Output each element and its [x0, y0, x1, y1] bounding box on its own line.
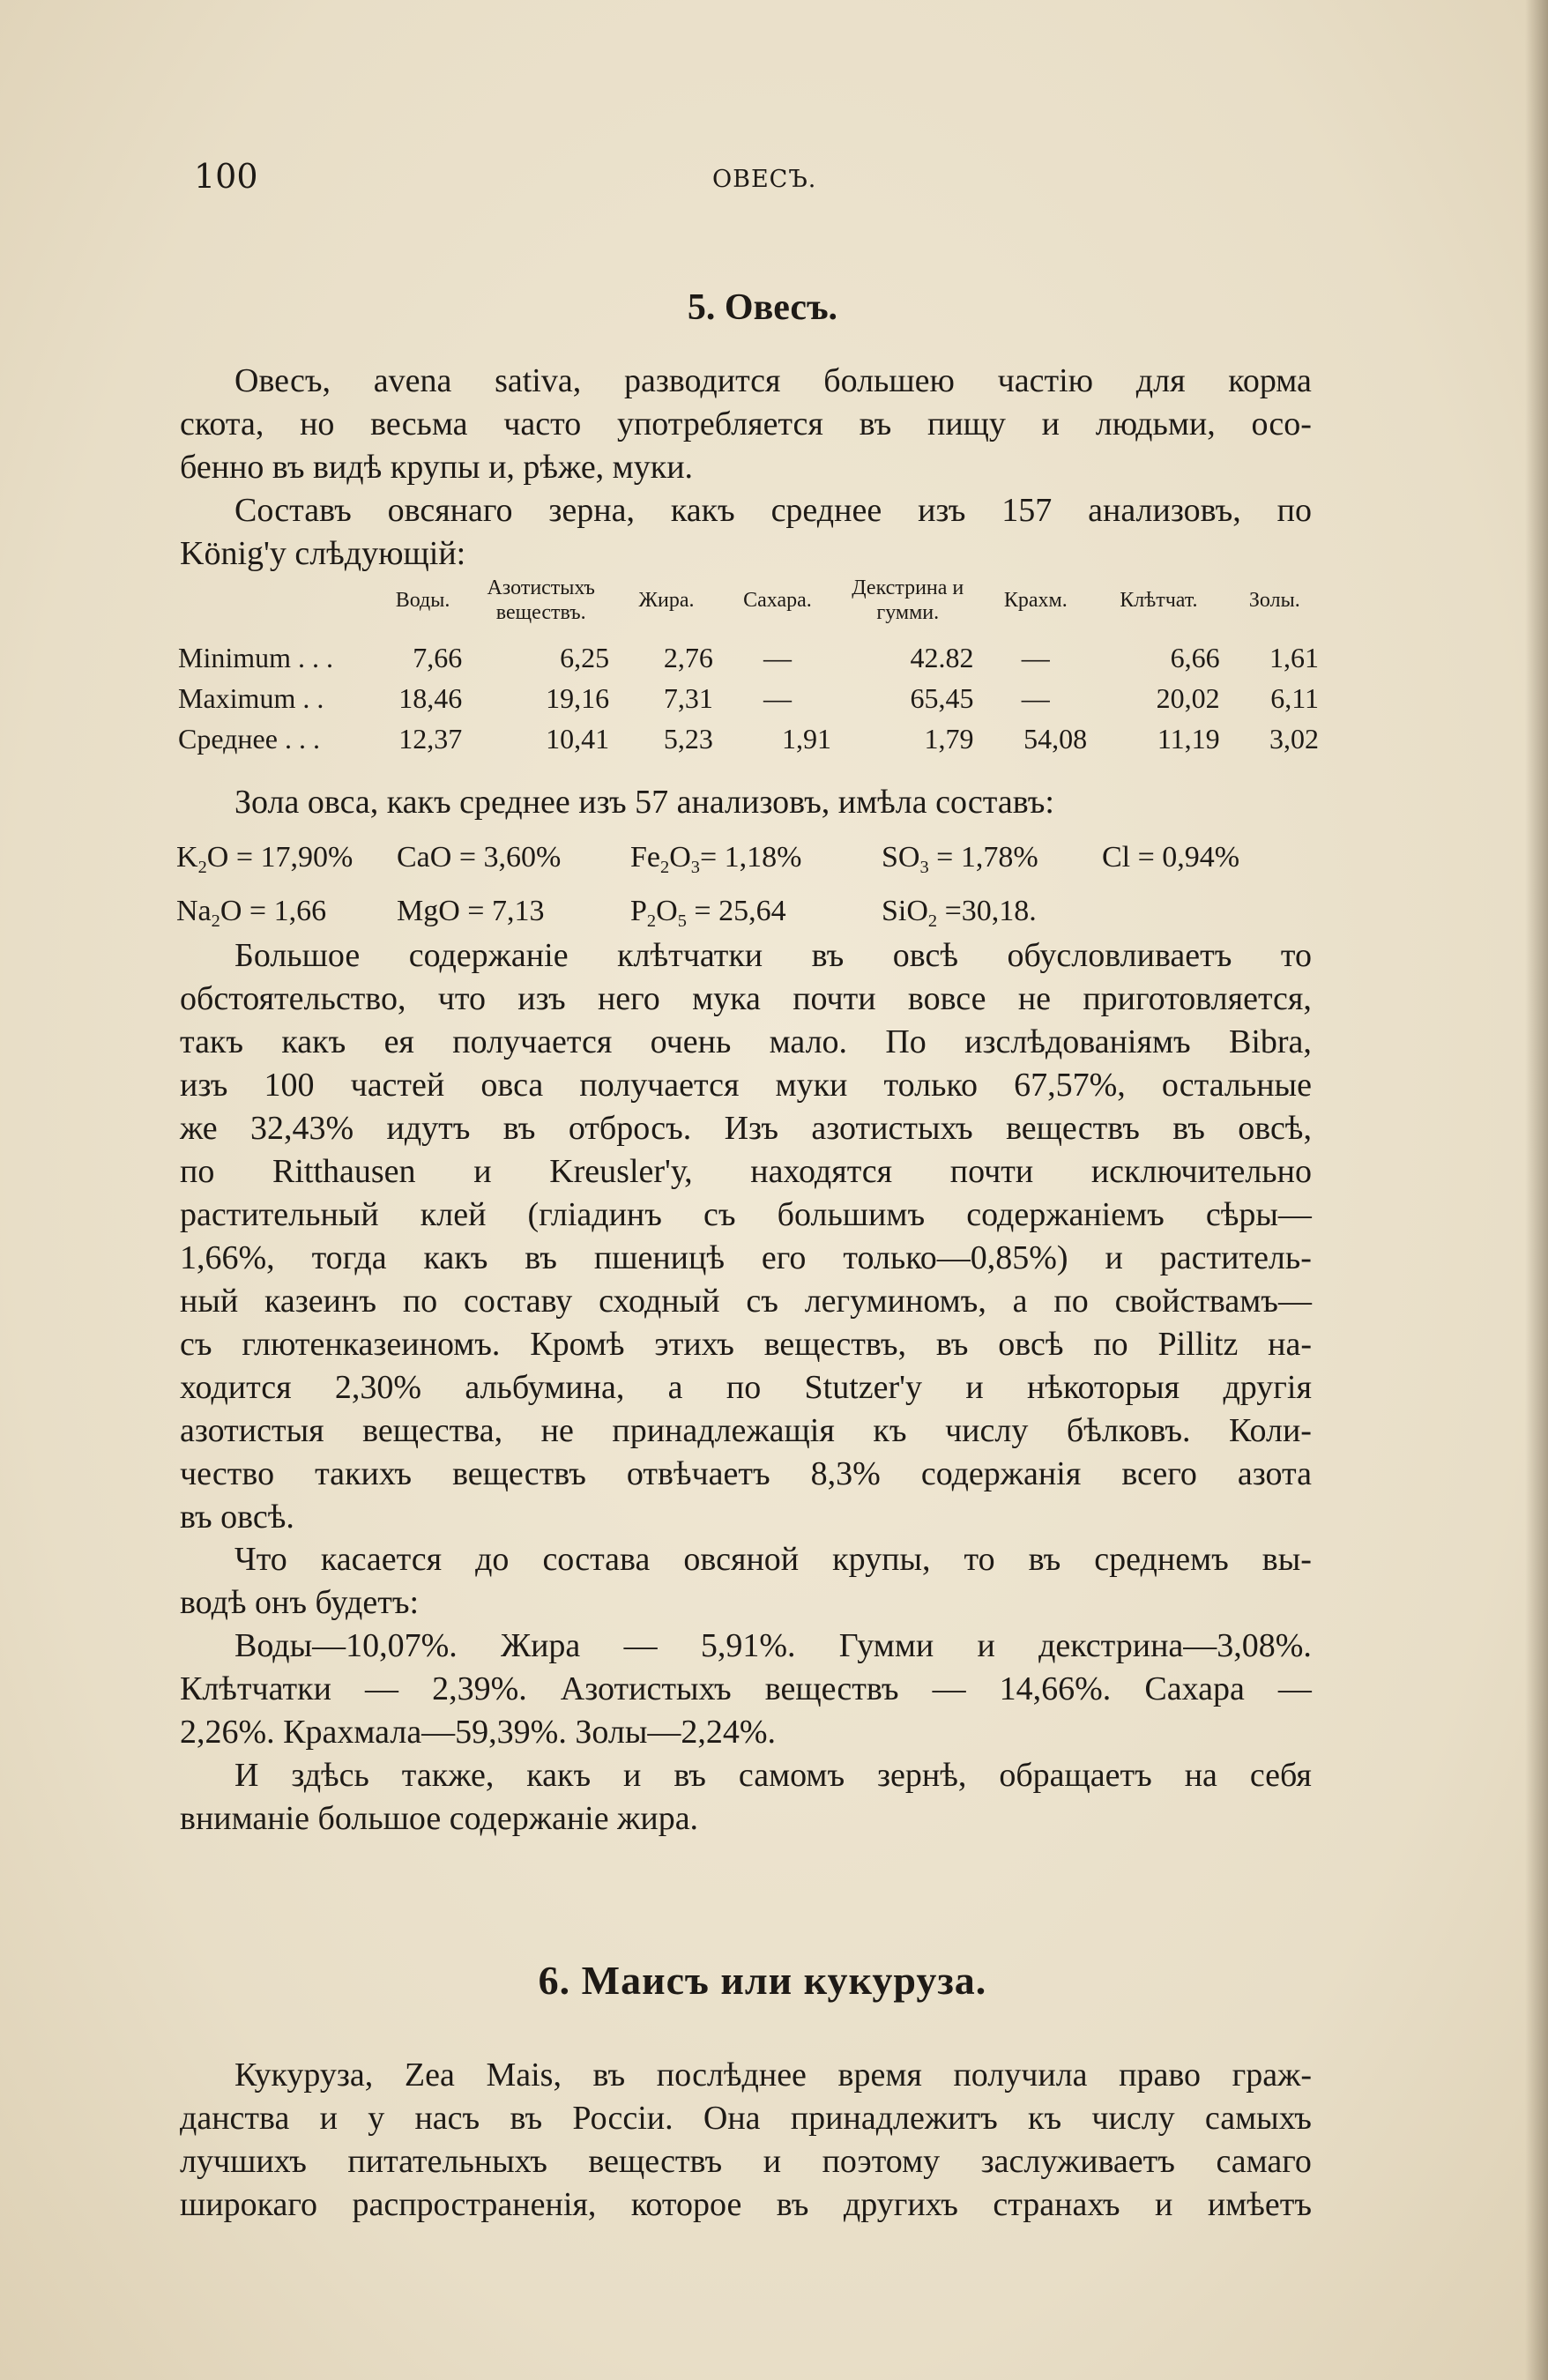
ash-item-cao: CaO = 3,60%	[397, 841, 562, 874]
table-cell: 1,79	[924, 723, 974, 755]
table-header-cell: Декстрина и гумми.	[852, 576, 964, 624]
table-cell: 2,76	[663, 642, 713, 673]
text-line: съ глютенказеиномъ. Кромѣ этихъ веществъ, въ овсѣ по Pillitz на-	[180, 1326, 1312, 1363]
text-line: Зола овса, какъ среднее изъ 57 анализовъ, имѣла составъ:	[234, 784, 1054, 821]
table-header-row	[178, 576, 1324, 637]
table-cell: 7,31	[663, 682, 713, 714]
section-heading-maize: 6. Маисъ или кукуруза.	[538, 1958, 987, 2003]
table-header-cell	[178, 576, 378, 637]
table-cell: 1,61	[1269, 642, 1319, 673]
table-header-cell: Золы.	[1248, 589, 1300, 612]
table-cell: 12,37	[398, 723, 463, 755]
table-cell: 6,11	[1270, 682, 1319, 714]
table-cell: —	[1021, 642, 1050, 673]
page-number: 100	[194, 157, 258, 196]
composition-table	[178, 576, 1324, 759]
table-cell: 20,02	[1156, 682, 1220, 714]
groats-values	[180, 1668, 1312, 1754]
ash-item-sio2: SiO$_2$ =30,18.	[882, 895, 1037, 932]
running-head	[194, 157, 1340, 210]
groats-values-first	[234, 1625, 1312, 1668]
text-line: ный казеинъ по составу сходный съ легуминомъ, а по свойствамъ—	[180, 1283, 1312, 1320]
running-title: ОВЕСЪ.	[712, 166, 817, 193]
ash-row	[176, 836, 1314, 889]
table-cell: 10,41	[546, 723, 610, 755]
text-line: изъ 100 частей овса получается муки только 67,57%, остальные	[180, 1067, 1312, 1104]
text-line: же 32,43% идутъ въ отбросъ. Изъ азотистыхъ веществъ въ овсѣ,	[180, 1110, 1312, 1147]
table-header-cell: Жира.	[638, 589, 695, 612]
text-line: 1,66%, тогда какъ въ пшеницѣ его только—0,85%) и раститель-	[180, 1239, 1312, 1276]
table-cell: 19,16	[546, 682, 610, 714]
row-label: Minimum . . .	[178, 642, 334, 673]
text-line: Воды—10,07%. Жира — 5,91%. Гумми и декстрина—3,08%.	[234, 1627, 1312, 1664]
table-cell: 18,46	[398, 682, 463, 714]
table-cell: 11,19	[1157, 723, 1220, 755]
ash-item-mgo: MgO = 7,13	[397, 895, 545, 928]
composition-paragraph-cont	[180, 532, 1312, 576]
fiber-paragraph	[180, 978, 1312, 1539]
ash-item-na2o: $Na_2O = 1,66$	[176, 895, 327, 932]
text-line: такъ какъ ея получается очень мало. По изслѣдованіямъ Bibra,	[180, 1023, 1312, 1060]
text-line: И здѣсь также, какъ и въ самомъ зернѣ, обращаетъ на себя	[234, 1757, 1312, 1794]
table-cell: 6,66	[1170, 642, 1220, 673]
page-edge-shadow	[1525, 0, 1548, 2380]
text-line: лучшихъ питательныхъ веществъ и поэтому заслуживаетъ самаго	[180, 2143, 1312, 2180]
row-label: Maximum . .	[178, 682, 324, 714]
text-line: азотистыя вещества, не принадлежащія къ числу бѣлковъ. Коли-	[180, 1412, 1312, 1449]
table-header-cell: Сахара.	[743, 589, 812, 612]
ash-item-fe2o3: $Fe_2O_3= 1,18\%$	[630, 841, 802, 878]
table-cell: 7,66	[413, 642, 463, 673]
text-line: Составъ овсянаго зерна, какъ среднее изъ 157 анализовъ, по	[234, 492, 1312, 529]
text-line: Большое содержаніе клѣтчатки въ овсѣ обусловливаетъ то	[234, 937, 1312, 974]
text-line: König'у слѣдующій:	[180, 535, 466, 572]
ash-composition	[176, 836, 1314, 943]
table-cell: 3,02	[1269, 723, 1319, 755]
ash-intro	[234, 781, 1312, 824]
table-row	[178, 678, 1324, 718]
text-line: въ овсѣ.	[180, 1499, 294, 1536]
text-line: растительный клей (гліадинъ съ большимъ содержаніемъ сѣры—	[180, 1196, 1312, 1233]
text-line: бенно въ видѣ крупы и, рѣже, муки.	[180, 449, 694, 486]
text-line: данства и у насъ въ Россіи. Она принадлежитъ къ числу самыхъ	[180, 2100, 1312, 2137]
table-cell: 5,23	[663, 723, 713, 755]
text-line: широкаго распространенія, которое въ другихъ странахъ и имѣетъ	[180, 2186, 1312, 2223]
table-cell: —	[763, 682, 792, 714]
table-cell: 1,91	[782, 723, 832, 755]
table-header-cell: Воды.	[395, 589, 450, 612]
text-line: Овесъ, avena sativa, разводится большею частію для корма	[234, 362, 1312, 399]
table-cell: 42.82	[910, 642, 974, 673]
table-cell: —	[763, 642, 792, 673]
groats-paragraph	[180, 1581, 1312, 1625]
table-cell: 65,45	[910, 682, 974, 714]
table-cell: —	[1021, 682, 1050, 714]
text-line: 2,26%. Крахмала—59,39%. Золы—2,24%.	[180, 1714, 777, 1751]
ash-item-p2o5: $P_2O_5 = 25,64$	[630, 895, 786, 932]
text-line: вниманіе большое содержаніе жира.	[180, 1800, 699, 1837]
ash-item-k2o: $K_2O = 17,90\%$	[176, 841, 354, 878]
text-line: чество такихъ веществъ отвѣчаетъ 8,3% содержанія всего азота	[180, 1455, 1312, 1492]
table-header-cell: Азотистыхъ веществъ.	[487, 576, 595, 624]
ash-item-so3: $SO_3 = 1,78\%$	[882, 841, 1038, 878]
composition-paragraph	[234, 489, 1312, 532]
fiber-paragraph-first	[234, 934, 1312, 978]
text-line: скота, но весьма часто употребляется въ пищу и людьми, осо-	[180, 405, 1312, 443]
row-label: Среднее . . .	[178, 723, 320, 755]
intro-paragraph-body	[234, 360, 1312, 403]
text-line: обстоятельство, что изъ него мука почти вовсе не приготовляется,	[180, 980, 1312, 1017]
text-line: Что касается до состава овсяной крупы, то въ среднемъ вы-	[234, 1541, 1312, 1578]
fat-paragraph-first	[234, 1754, 1312, 1797]
text-line: ходится 2,30% альбумина, а по Stutzer'у и нѣкоторыя другія	[180, 1369, 1312, 1406]
text-line: Клѣтчатки — 2,39%. Азотистыхъ веществъ — 14,66%. Сахара —	[180, 1670, 1312, 1707]
table-row	[178, 718, 1324, 759]
table-header-cell: Крахм.	[1003, 589, 1068, 612]
table-cell: 6,25	[560, 642, 610, 673]
maize-paragraph-first	[234, 2054, 1312, 2097]
ash-item-cl: Cl = 0,94%	[1102, 841, 1240, 874]
table-cell: 54,08	[1023, 723, 1088, 755]
section-heading-oats: 5. Овесъ.	[687, 287, 838, 328]
intro-paragraph-cont	[180, 403, 1312, 489]
text-line: водѣ онъ будетъ:	[180, 1584, 420, 1621]
fat-paragraph	[180, 1797, 1312, 1841]
table-row	[178, 637, 1324, 678]
text-line: Кукуруза, Zea Mais, въ послѣднее время получила право граж-	[234, 2056, 1312, 2094]
maize-paragraph	[180, 2097, 1312, 2227]
groats-paragraph-first	[234, 1538, 1312, 1581]
text-line: по Ritthausen и Kreusler'у, находятся почти исключительно	[180, 1153, 1312, 1190]
table-header-cell: Клѣтчат.	[1120, 589, 1198, 612]
